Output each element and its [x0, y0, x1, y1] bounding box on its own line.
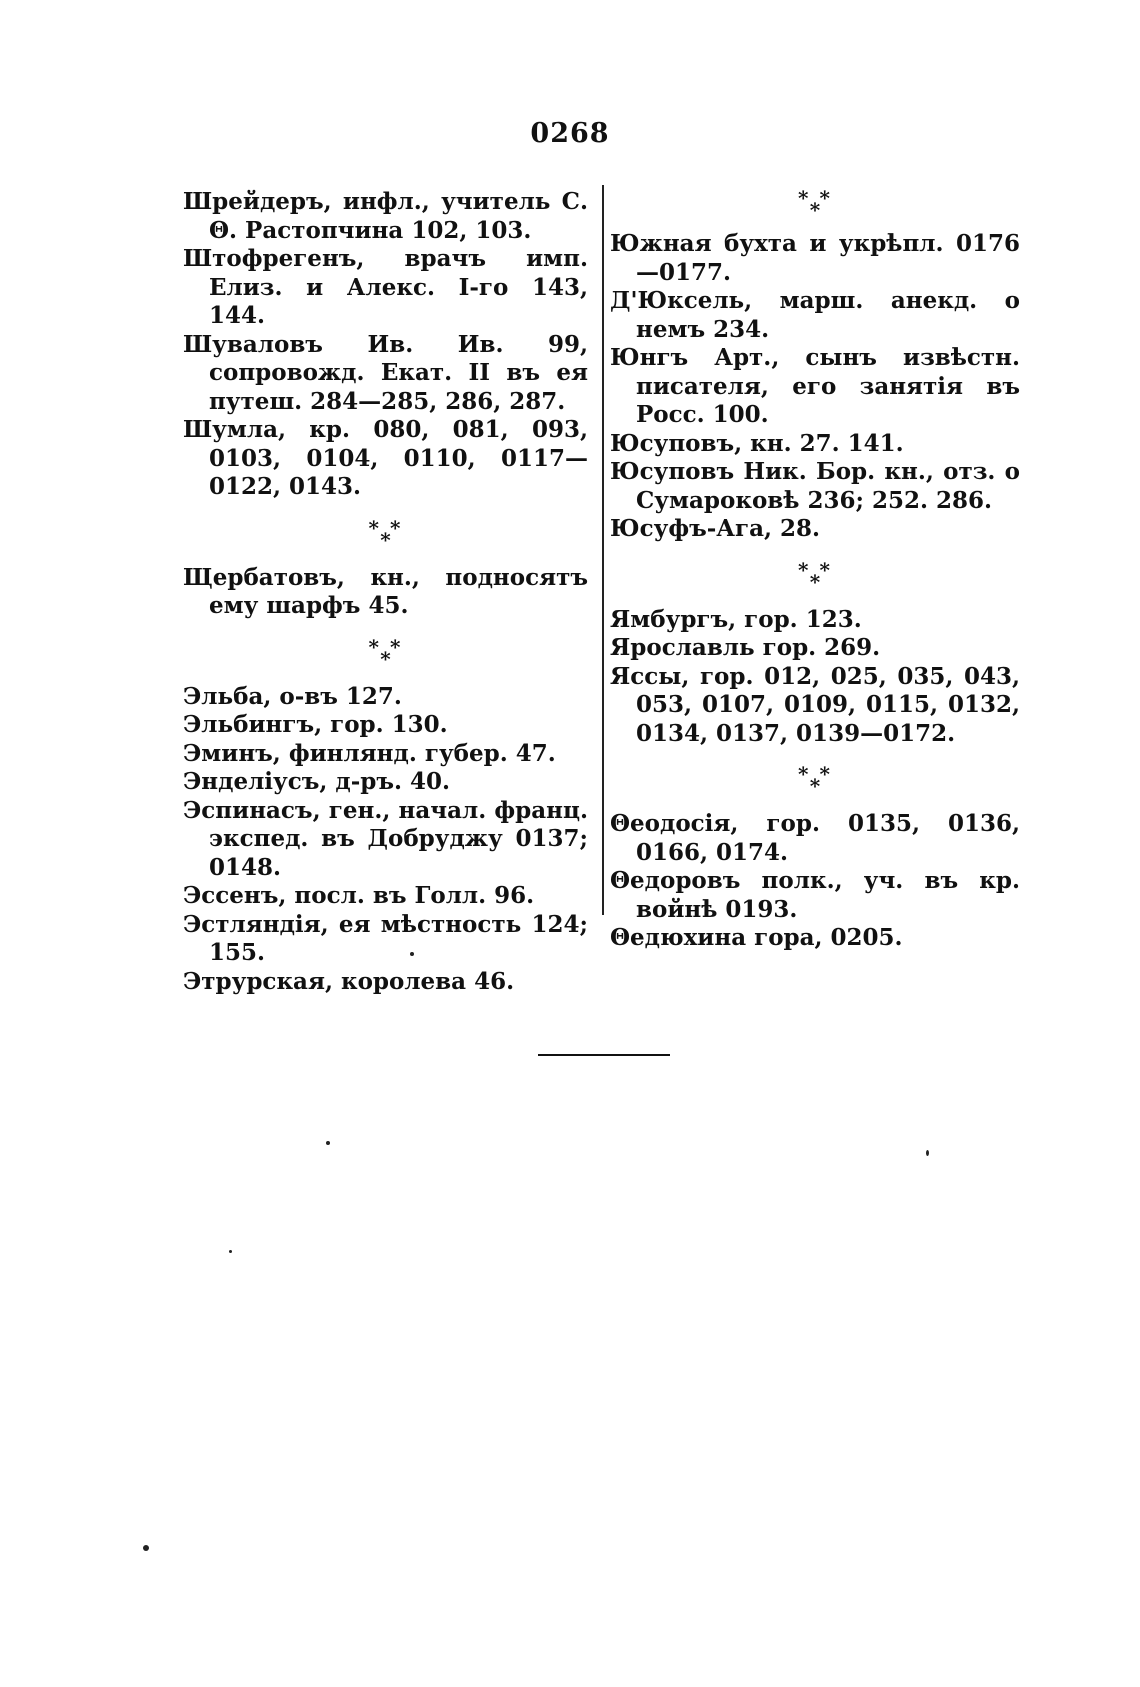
page-number: 0268 [530, 118, 610, 149]
print-speck [143, 1545, 149, 1551]
index-entry: Щербатовъ, кн., подносятъ ему шарфъ 45. [183, 563, 588, 619]
print-speck [229, 1250, 232, 1253]
index-entry: Этрурская, королева 46. [183, 967, 515, 995]
index-entry: Шуваловъ Ив. Ив. 99, сопровожд. Екат. II въ ея путеш. 284—285, 286, 287. [183, 330, 588, 415]
index-entry: Юсуповъ Ник. Бор. кн., отз. о Сумароковѣ 236; 252. 286. [610, 458, 1020, 514]
index-entry: Эссенъ, посл. въ Голл. 96. [183, 882, 535, 909]
index-entry: Д'Юксель, марш. анекд. о немъ 234. [610, 287, 1020, 343]
index-entry: Θедюхина гора, 0205. [610, 924, 903, 951]
index-entry: Эминъ, финлянд. губер. 47. [183, 739, 556, 767]
asterism-separator [183, 502, 588, 564]
end-rule [538, 1054, 670, 1056]
print-speck [410, 952, 414, 956]
index-entry: Южная бухта и укрѣпл. 0176—0177. [610, 230, 1020, 286]
index-entry: Эстляндія, ея мѣстность 124; 155. [183, 910, 588, 966]
index-entry: Шумла, кр. 080, 081, 093, 0103, 0104, 0110, 0117—0122, 0143. [183, 416, 588, 500]
index-entry: Ярославль гор. 269. [610, 634, 881, 661]
column-divider [602, 185, 604, 915]
index-entry: Юсуфъ-Ага, 28. [610, 515, 821, 542]
index-entry: Эспинасъ, ген., начал. франц. экспед. въ Добруджу 0137; 0148. [183, 796, 588, 881]
index-entry: Эльба, о-въ 127. [183, 682, 402, 710]
index-entry: Энделіусъ, д-ръ. 40. [183, 768, 451, 795]
index-entry: Ямбургъ, гор. 123. [610, 605, 862, 633]
print-speck [926, 1150, 929, 1156]
index-entry: Юсуповъ, кн. 27. 141. [610, 429, 904, 457]
index-entry: Штофрегенъ, врачъ имп. Елиз. и Алекс. I-го 143, 144. [183, 245, 588, 329]
asterism-separator [610, 188, 1020, 230]
print-speck [326, 1141, 330, 1145]
asterism-separator [610, 544, 1020, 606]
asterism-separator [183, 621, 588, 683]
index-entry: Θедоровъ полк., уч. въ кр. войнѣ 0193. [610, 867, 1020, 923]
asterism-separator [610, 748, 1020, 810]
index-column-right [610, 188, 1020, 953]
index-column-left [183, 188, 588, 996]
index-entry: Яссы, гор. 012, 025, 035, 043, 053, 0107, 0109, 0115, 0132, 0134, 0137, 0139—0172. [610, 662, 1020, 747]
index-entry: Шрейдеръ, инфл., учитель С. Θ. Растопчина 102, 103. [183, 188, 588, 244]
index-entry: Эльбингъ, гор. 130. [183, 711, 448, 738]
index-entry: Θеодосія, гор. 0135, 0136, 0166, 0174. [610, 810, 1020, 866]
index-entry: Юнгъ Арт., сынъ извѣстн. писателя, его занятія въ Росс. 100. [610, 344, 1020, 428]
